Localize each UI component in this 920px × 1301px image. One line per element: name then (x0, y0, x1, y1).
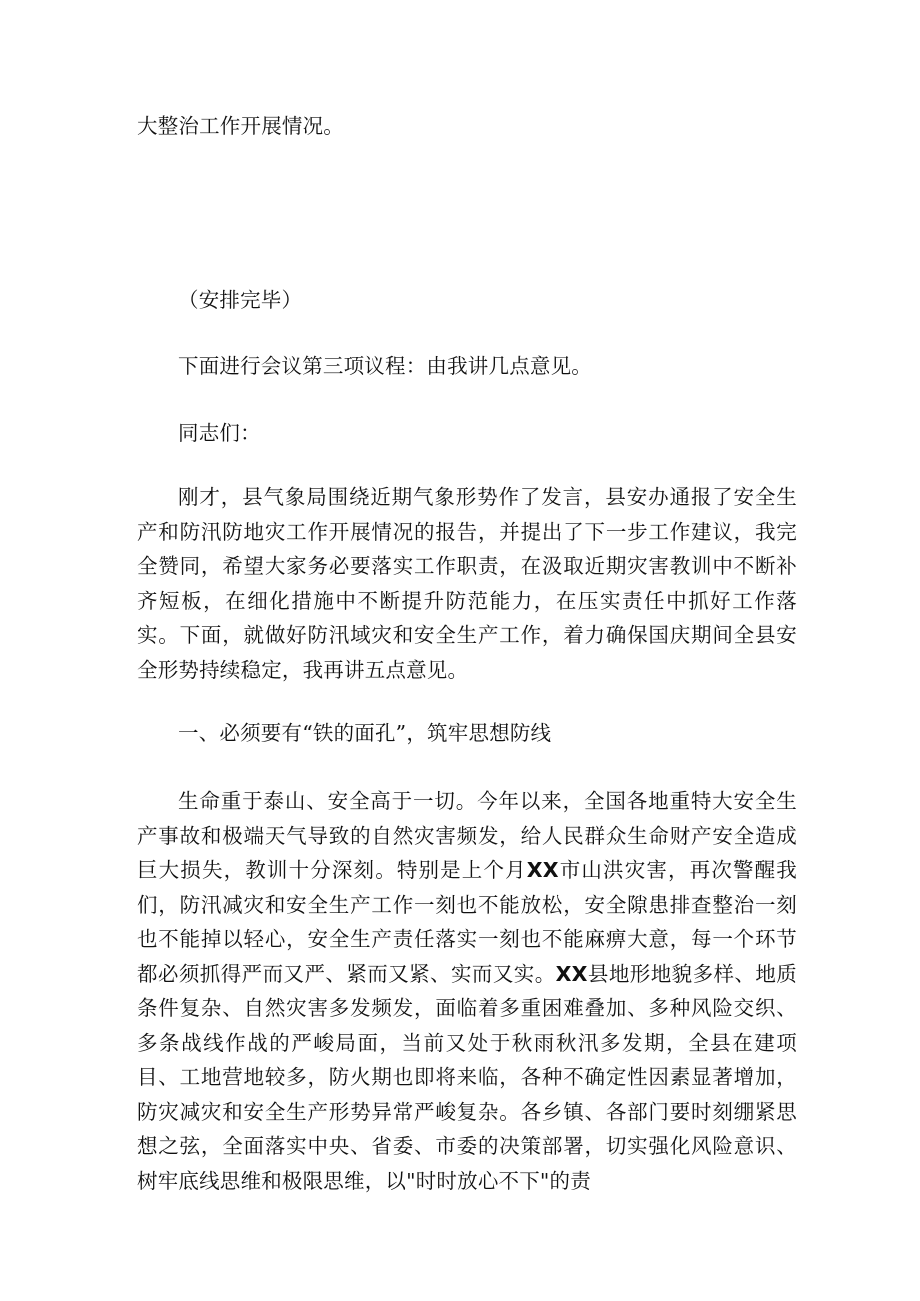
third-agenda-paragraph: 下面进行会议第三项议程：由我讲几点意见。 (178, 354, 592, 378)
salutation: 同志们： (178, 421, 261, 445)
section-one-body (137, 784, 797, 1198)
carryover-paragraph: 大整治工作开展情况。 (137, 114, 344, 138)
section-heading-one: 一、必须要有“铁的面孔”，筑牢思想防线 (178, 721, 552, 745)
body-text-segment: 市山洪灾害，再次警醒我们，防汛减灾和安全生产工作一刻也不能放松，安全隙患排查整治一刻也不能掉以轻心，安全生产责任落实一刻也不能麻痹大意，每一个环节都必须抓得严而又严、紧而又紧、实而又实。 (137, 858, 797, 986)
arrangement-end-note: （安排完毕） (178, 288, 303, 312)
placeholder-county-mark: XX (555, 961, 588, 986)
opening-paragraph: 刚才，县气象局围绕近期气象形势作了发言，县安办通报了安全生产和防汛防地灾工作开展情况的报告，并提出了下一步工作建议，我完全赞同，希望大家务必要落实工作职责，在汲取近期灾害教训中不断补齐短板，在细化措施中不断提升防范能力，在压实责任中抓好工作落实。下面，就做好防汛域灾和安全生产工作，着力确保国庆期间全县安全形势持续稳定，我再讲五点意见。 (137, 485, 797, 682)
body-text-segment: 县地形地貌多样、地质条件复杂、自然灾害多发频发，面临着多重困难叠加、多种风险交织、多条战线作战的严峻局面，当前又处于秋雨秋汛多发期，全县在建项目、工地营地较多，防火期也即将来临，各种不确定性因素显著增加，防灾减灾和安全生产形势异常严峻复杂。各乡镇、各部门要时刻绷紧思想之弦，全面落实中央、省委、市委的决策部署，切实强化风险意识、树牢底线思维和极限思维，以"时时放心不下"的责 (137, 961, 797, 1193)
placeholder-city-mark: XX (526, 858, 559, 882)
body-text-segment: 生命重于泰山、安全高于一切。今年以来，全国各地重特大安全生产事故和极端天气导致的自然灾害频发，给人民群众生命财产安全造成巨大损失，教训十分深刻。特别是上个月 (137, 789, 797, 882)
